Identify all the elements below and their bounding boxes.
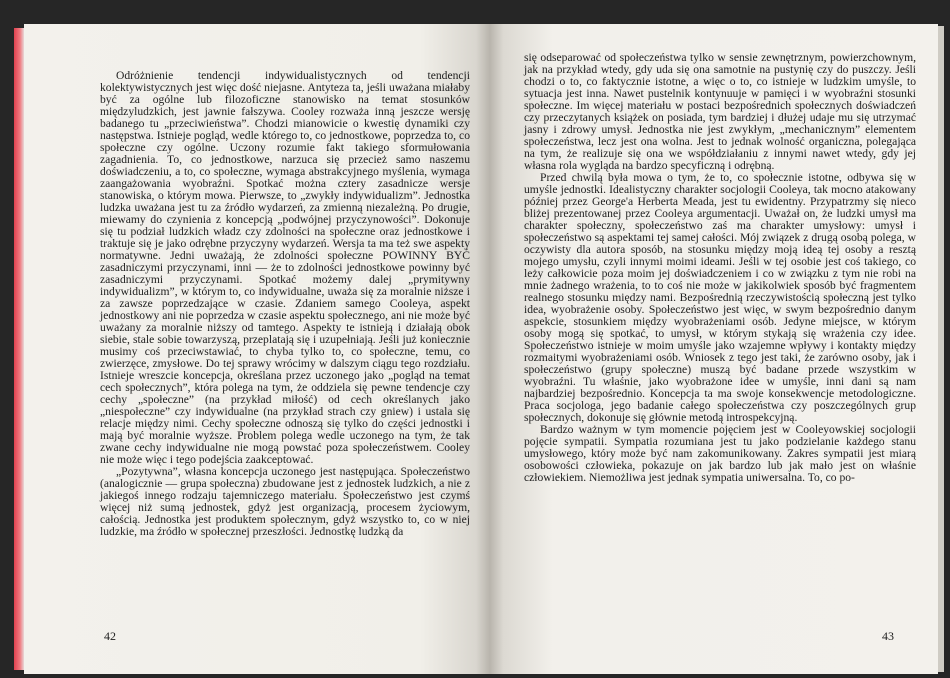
left-page: [24, 24, 490, 674]
page-number-right: 43: [882, 629, 894, 643]
paragraph: Bardzo ważnym w tym momencie pojęciem jest w Cooleyowskiej socjologii pojęcie sympatii. Sympatia rozumiana jest tu jako podzielanie każdego stanu umysłowego, który może być nam zakomunikowany. Zakres sympatii jest miarą osobowości człowieka, pokazuje on jak bardzo lub jak mało jest on właśnie człowiekiem. Niemożliwa jest jednak sympatia uniwersalna. To, co po-: [524, 423, 916, 484]
page-number-left: 42: [104, 629, 116, 643]
left-page-text: [100, 70, 470, 538]
paragraph: się odseparować od społeczeństwa tylko w sensie zewnętrznym, powierzchownym, jak na przykład wtedy, gdy uda się ona samotnie na pustynię czy do puszczy. Jeśli chodzi o to, co faktycznie istotne, a więc o to, co istnieje w ludzkim umyśle, to sytuacja jest inna. Nawet pustelnik kontynuuje w pamięci i w wyobraźni stosunki społeczne. Im więcej materiału w postaci bezpośrednich społecznych doświadczeń czy przeczytanych książek on posiada, tym bardziej i dłużej udaje mu się utrzymać jasny i zdrowy umysł. Jednostka nie jest zwykłym, „mechanicznym” elementem społeczeństwa, lecz jest ona wolna. Jest to jednak wolność organiczna, polegająca na tym, że realizuje się ona we współdziałaniu z innymi nawet wtedy, gdy jej własna rola wygląda na bardzo specyficzną i odrębną.: [524, 51, 916, 172]
open-book: [14, 24, 940, 674]
right-page-text: [524, 52, 916, 484]
paragraph: Przed chwilą była mowa o tym, że to, co społecznie istotne, odbywa się w umyśle jednostki. Idealistyczny charakter socjologii Cooleya, tak mocno atakowany później przez George'a Herberta Meada, jest tu ewidentny. Przypatrzmy się nieco bliżej prezentowanej przez Cooleya argumentacji. Uważał on, że ludzki umysł ma charakter społeczny, społeczeństwo zaś ma charakter umysłowy: umysł i społeczeństwo są aspektami tej samej całości. Mój związek z drugą osobą polega, w oczywisty dla autora sposób, na stosunku między moją ideą tej osoby a resztą mojego umysłu, czyli innymi moimi ideami. Jeśli w tej osobie jest coś takiego, co leży całkowicie poza moim jej doświadczeniem i co w związku z tym nie robi na mnie żadnego wrażenia, to to coś nie może w jakikolwiek sposób być fragmentem realnego stosunku między nami. Bezpośrednią rzeczywistością społeczną jest tylko idea, wyobrażenie osoby. Społeczeństwo jest więc, w swym bezpośrednio danym aspekcie, stosunkiem między wyobrażeniami osób. Jedyne miejsce, w którym osoby mogą się spotkać, to umysł, w którym stykają się wrażenia czy idee. Społeczeństwo istnieje w moim umyśle jako wzajemne wpływy i kontakty między rozmaitymi wyobrażeniami osób. Wniosek z tego jest taki, że zarówno osoby, jak i społeczeństwo (grupy społeczne) muszą być badane przede wszystkim w wyobraźni. Tu właśnie, jako wyobrażone idee w umyśle, inni dani są nam najbardziej bezpośrednio. Koncepcja ta ma swoje konsekwencje metodologiczne. Praca socjologa, jego badanie całego społeczeństwa czy poszczególnych grup społecznych, dokonuje się głównie metodą introspekcyjną.: [524, 171, 916, 424]
paragraph: „Pozytywna”, własna koncepcja uczonego jest następująca. Społeczeństwo (analogicznie — grupa społeczna) zbudowane jest z jednostek ludzkich, a nie z jakiegoś innego rodzaju tajemniczego materiału. Społeczeństwo jest czymś więcej niż sumą jednostek, gdyż jest organizacją, procesem życiowym, całością. Jednostka jest produktem społecznym, gdyż wszystko to, co w niej ludzkie, ma źródło w społecznej przeszłości. Jednostkę ludzką da: [100, 465, 470, 538]
book-edge-right: [938, 26, 944, 672]
book-edge-left: [14, 28, 24, 670]
right-page: [490, 24, 938, 674]
paragraph: Odróżnienie tendencji indywidualistycznych od tendencji kolektywistycznych jest więc dość niejasne. Antyteza ta, jeśli uważana miałaby być za ogólne lub filozoficzne stanowisko na temat stosunków międzyludzkich, jest jawnie fałszywa. Cooley rozważa inną jeszcze wersję badanego tu „przeciwieństwa”. Chodzi mianowicie o kwestię dynamiki czy następstwa. Istnieje pogląd, wedle którego to, co jednostkowe, poprzedza to, co społeczne czy ogólne. Uczony rozumie fakt takiego sformułowania zagadnienia. To, co jednostkowe, narzuca się przecież samo naszemu doświadczeniu, a to, co społeczne, wymaga abstrakcyjnego myślenia, wymaga zaangażowania wyobraźni. Spotkać można cztery zasadnicze wersje stanowiska, o którym mowa. Pierwsze, to „zwykły indywidualizm”. Jednostka ludzka uważana jest tu za źródło wydarzeń, za zmienną niezależną. Po drugie, miewamy do czynienia z koncepcją „podwójnej przyczynowości”. Dokonuje się tu podział ludzkich władz czy zdolności na społeczne oraz jednostkowe i traktuje się je jako odrębne przyczyny wydarzeń. Wersja ta ma też swe aspekty normatywne. Jedni uważają, że zdolności społeczne POWINNY BYĆ zasadniczymi przyczynami, inni — że to zdolności jednostkowe powinny być zasadniczymi przyczynami. Spotkać możemy dalej „prymitywny indywidualizm”, w którym to, co indywidualne, uważa się za moralnie niższe i za zawsze poprzedzające w czasie. Zdaniem samego Cooleya, aspekt jednostkowy ani nie poprzedza w czasie aspektu społecznego, ani nie może być uważany za moralnie niższy od tamtego. Aspekty te istnieją i działają obok siebie, stale sobie towarzyszą, przeplatają się i uzupełniają. Jeśli już koniecznie musimy coś przeciwstawiać, to chyba tylko to, co społeczne, temu, co zwierzęce, zmysłowe. Do tej sprawy wrócimy w dalszym ciągu tego rozdziału. Istnieje wreszcie koncepcja, określana przez uczonego jako „pogląd na temat cech społecznych”, która polega na tym, że oddziela się pewne tendencje czy cechy „społeczne” (na przykład miłość) od cech określanych jako „niespołeczne” czy indywidualne (na przykład strach czy gniew) i ustala się relacje między nimi. Cechy społeczne odnoszą się tylko do części jednostki i mają być moralnie wyższe. Problem polega wedle uczonego na tym, że tak zwane cechy indywidualne nie mogą powstać poza społeczeństwem. Cooley nie może więc i tego podejścia zaakceptować.: [100, 69, 470, 466]
